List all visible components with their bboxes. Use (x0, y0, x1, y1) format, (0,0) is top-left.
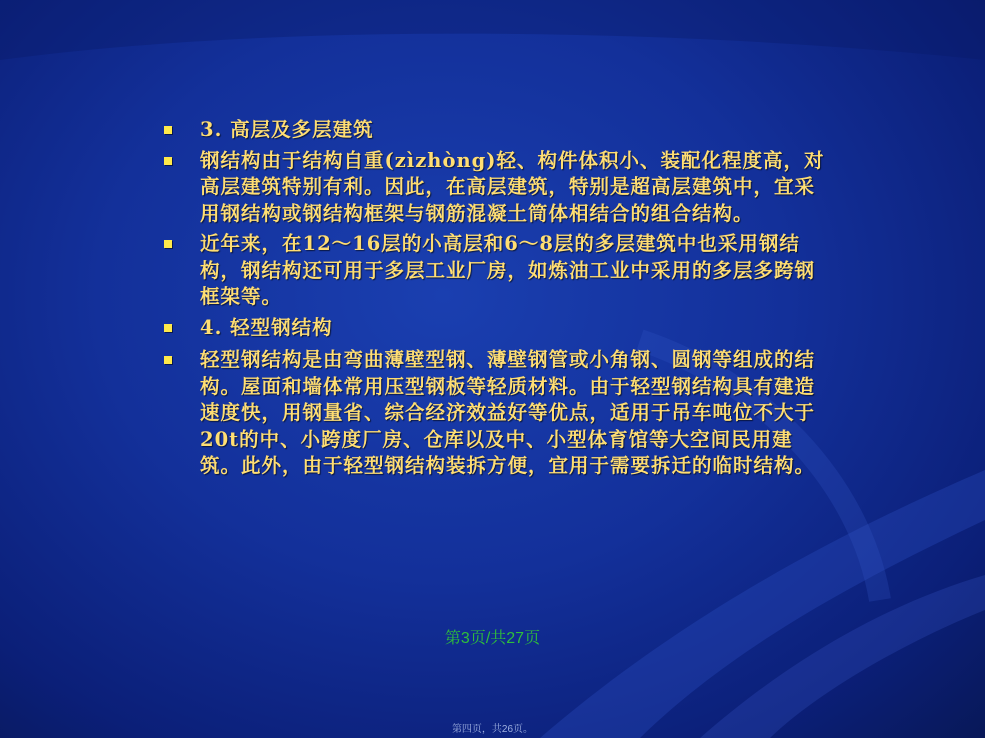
bullet-item-2 (162, 148, 832, 228)
square-bullet-icon (164, 126, 172, 134)
square-bullet-icon (164, 157, 172, 165)
bullet-text: 钢结构由于结构自重(zìzhòng)轻、构件体积小、装配化程度高，对高层建筑特别有利。因此，在高层建筑，特别是超高层建筑中，宜采用钢结构或钢结构框架与钢筋混凝土筒体相结合的组合结构。 (200, 148, 825, 225)
bullet-item-4 (162, 315, 832, 342)
page-number-label: 第3页/共27页 (444, 630, 541, 647)
bullet-text: 4. 轻型钢结构 (200, 315, 333, 339)
bullet-item-5 (162, 347, 832, 480)
square-bullet-icon (164, 240, 172, 248)
bullet-item-3 (162, 231, 832, 311)
footer-page-label: 第四页，共26页。 (451, 724, 534, 735)
bullet-text: 近年来，在12～16层的小高层和6～8层的多层建筑中也采用钢结构，钢结构还可用于多层工业厂房，如炼油工业中采用的多层多跨钢框架等。 (200, 232, 816, 308)
bullet-item-1 (162, 117, 832, 144)
square-bullet-icon (164, 356, 172, 364)
slide-content (162, 117, 832, 484)
bullet-text: 轻型钢结构是由弯曲薄壁型钢、薄壁钢管或小角钢、圆钢等组成的结构。屋面和墙体常用压型钢板等轻质材料。由于轻型钢结构具有建造速度快，用钢量省、综合经济效益好等优点，适用于吊车吨位不大于20t的中、小跨度厂房、仓库以及中、小型体育馆等大空间民用建筑。此外，由于轻型钢结构装拆方便，宜用于需要拆迁的临时结构。 (200, 348, 816, 477)
bullet-text: 3. 高层及多层建筑 (200, 118, 374, 141)
square-bullet-icon (164, 324, 172, 332)
